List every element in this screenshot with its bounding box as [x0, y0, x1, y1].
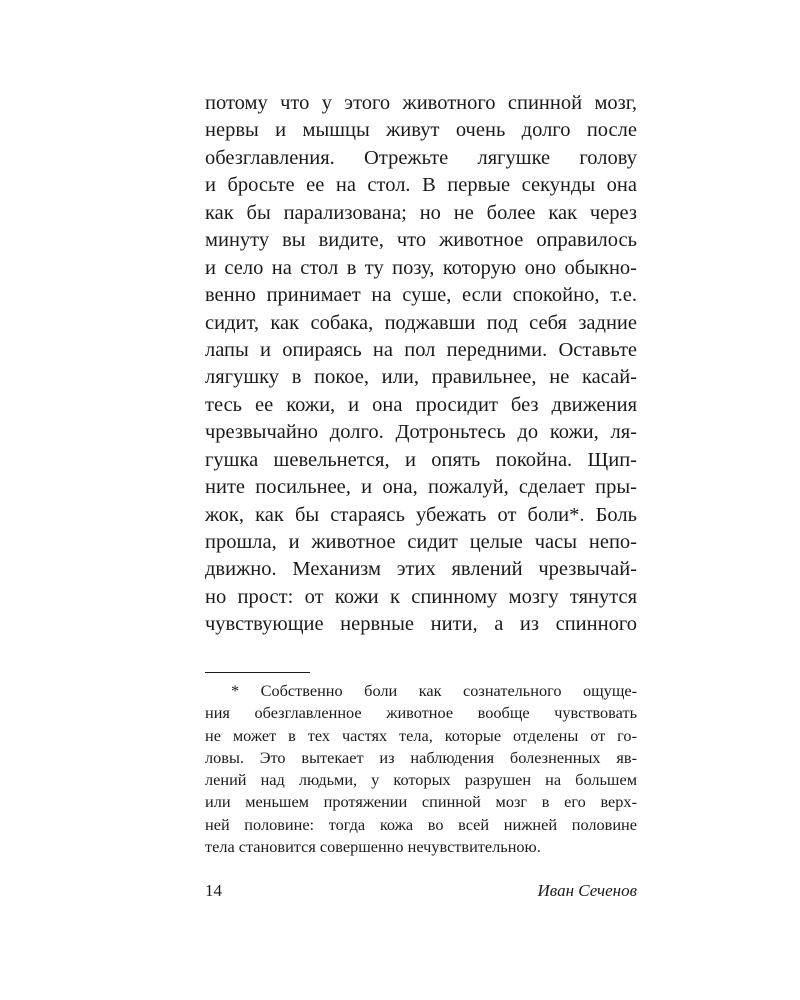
footnote-line: * Собственно боли как сознательного ощуще-	[231, 681, 637, 700]
text-line: жок, как бы стараясь убежать от боли*. Боль	[205, 503, 637, 526]
footnote-line: лений над людьми, у которых разрушен на большем	[205, 770, 637, 790]
text-line: обезглавления. Отрежьте лягушке голову	[205, 146, 637, 169]
text-line: и бросьте ее на стол. В первые секунды она	[205, 174, 637, 197]
text-line: тесь ее кожи, и она просидит без движения	[205, 393, 637, 416]
text-line: лягушку в покое, или, правильнее, не касай-	[205, 366, 637, 389]
footnote-line: ловы. Это вытекает из наблюдения болезненных яв-	[205, 747, 637, 767]
text-line: потому что у этого животного спинной мозг,	[205, 92, 637, 114]
footnote-line: ней половине: тогда кожа во всей нижней половине	[205, 814, 637, 834]
text-line: сидит, как собака, поджавши под себя задние	[205, 311, 637, 334]
text-line: движно. Механизм этих явлений чрезвычай-	[205, 558, 637, 581]
text-line: прошла, и животное сидит целые часы непо-	[205, 531, 637, 553]
main-text	[205, 90, 637, 639]
text-line: венно принимает на суше, если спокойно, т.е.	[205, 284, 637, 307]
footnote-line: ния обезглавленное животное вообще чувствовать	[205, 703, 637, 723]
text-line: ните посильнее, и она, пожалуй, сделает пры-	[205, 476, 637, 499]
text-line: чрезвычайно долго. Дотроньтесь до кожи, ля-	[205, 421, 637, 444]
page-number: 14	[205, 881, 222, 900]
text-line: и село на стол в ту позу, которую оно обыкно-	[205, 256, 637, 279]
footnote-line: или меньшем протяжении спинной мозг в его верх-	[205, 792, 637, 812]
text-line: но прост: от кожи к спинному мозгу тянутся	[205, 585, 637, 608]
footnote-separator	[205, 672, 310, 673]
running-author: Иван Сеченов	[537, 881, 637, 900]
text-line: чувствующие нервные нити, а из спинного	[205, 613, 637, 636]
text-line: нервы и мышцы живут очень долго после	[205, 119, 637, 142]
footnote	[205, 680, 637, 858]
footnote-line: тела становится совершенно нечувствительною.	[205, 837, 541, 857]
text-line: как бы парализована; но не более как через	[205, 201, 637, 224]
text-line: минуту вы видите, что животное оправилось	[205, 229, 637, 252]
footnote-line: не может в тех частях тела, которые отделены от го-	[205, 725, 637, 745]
text-line: лапы и опираясь на пол передними. Оставьте	[205, 338, 637, 361]
text-line: гушка шевельнется, и опять покойна. Щип-	[205, 448, 637, 471]
